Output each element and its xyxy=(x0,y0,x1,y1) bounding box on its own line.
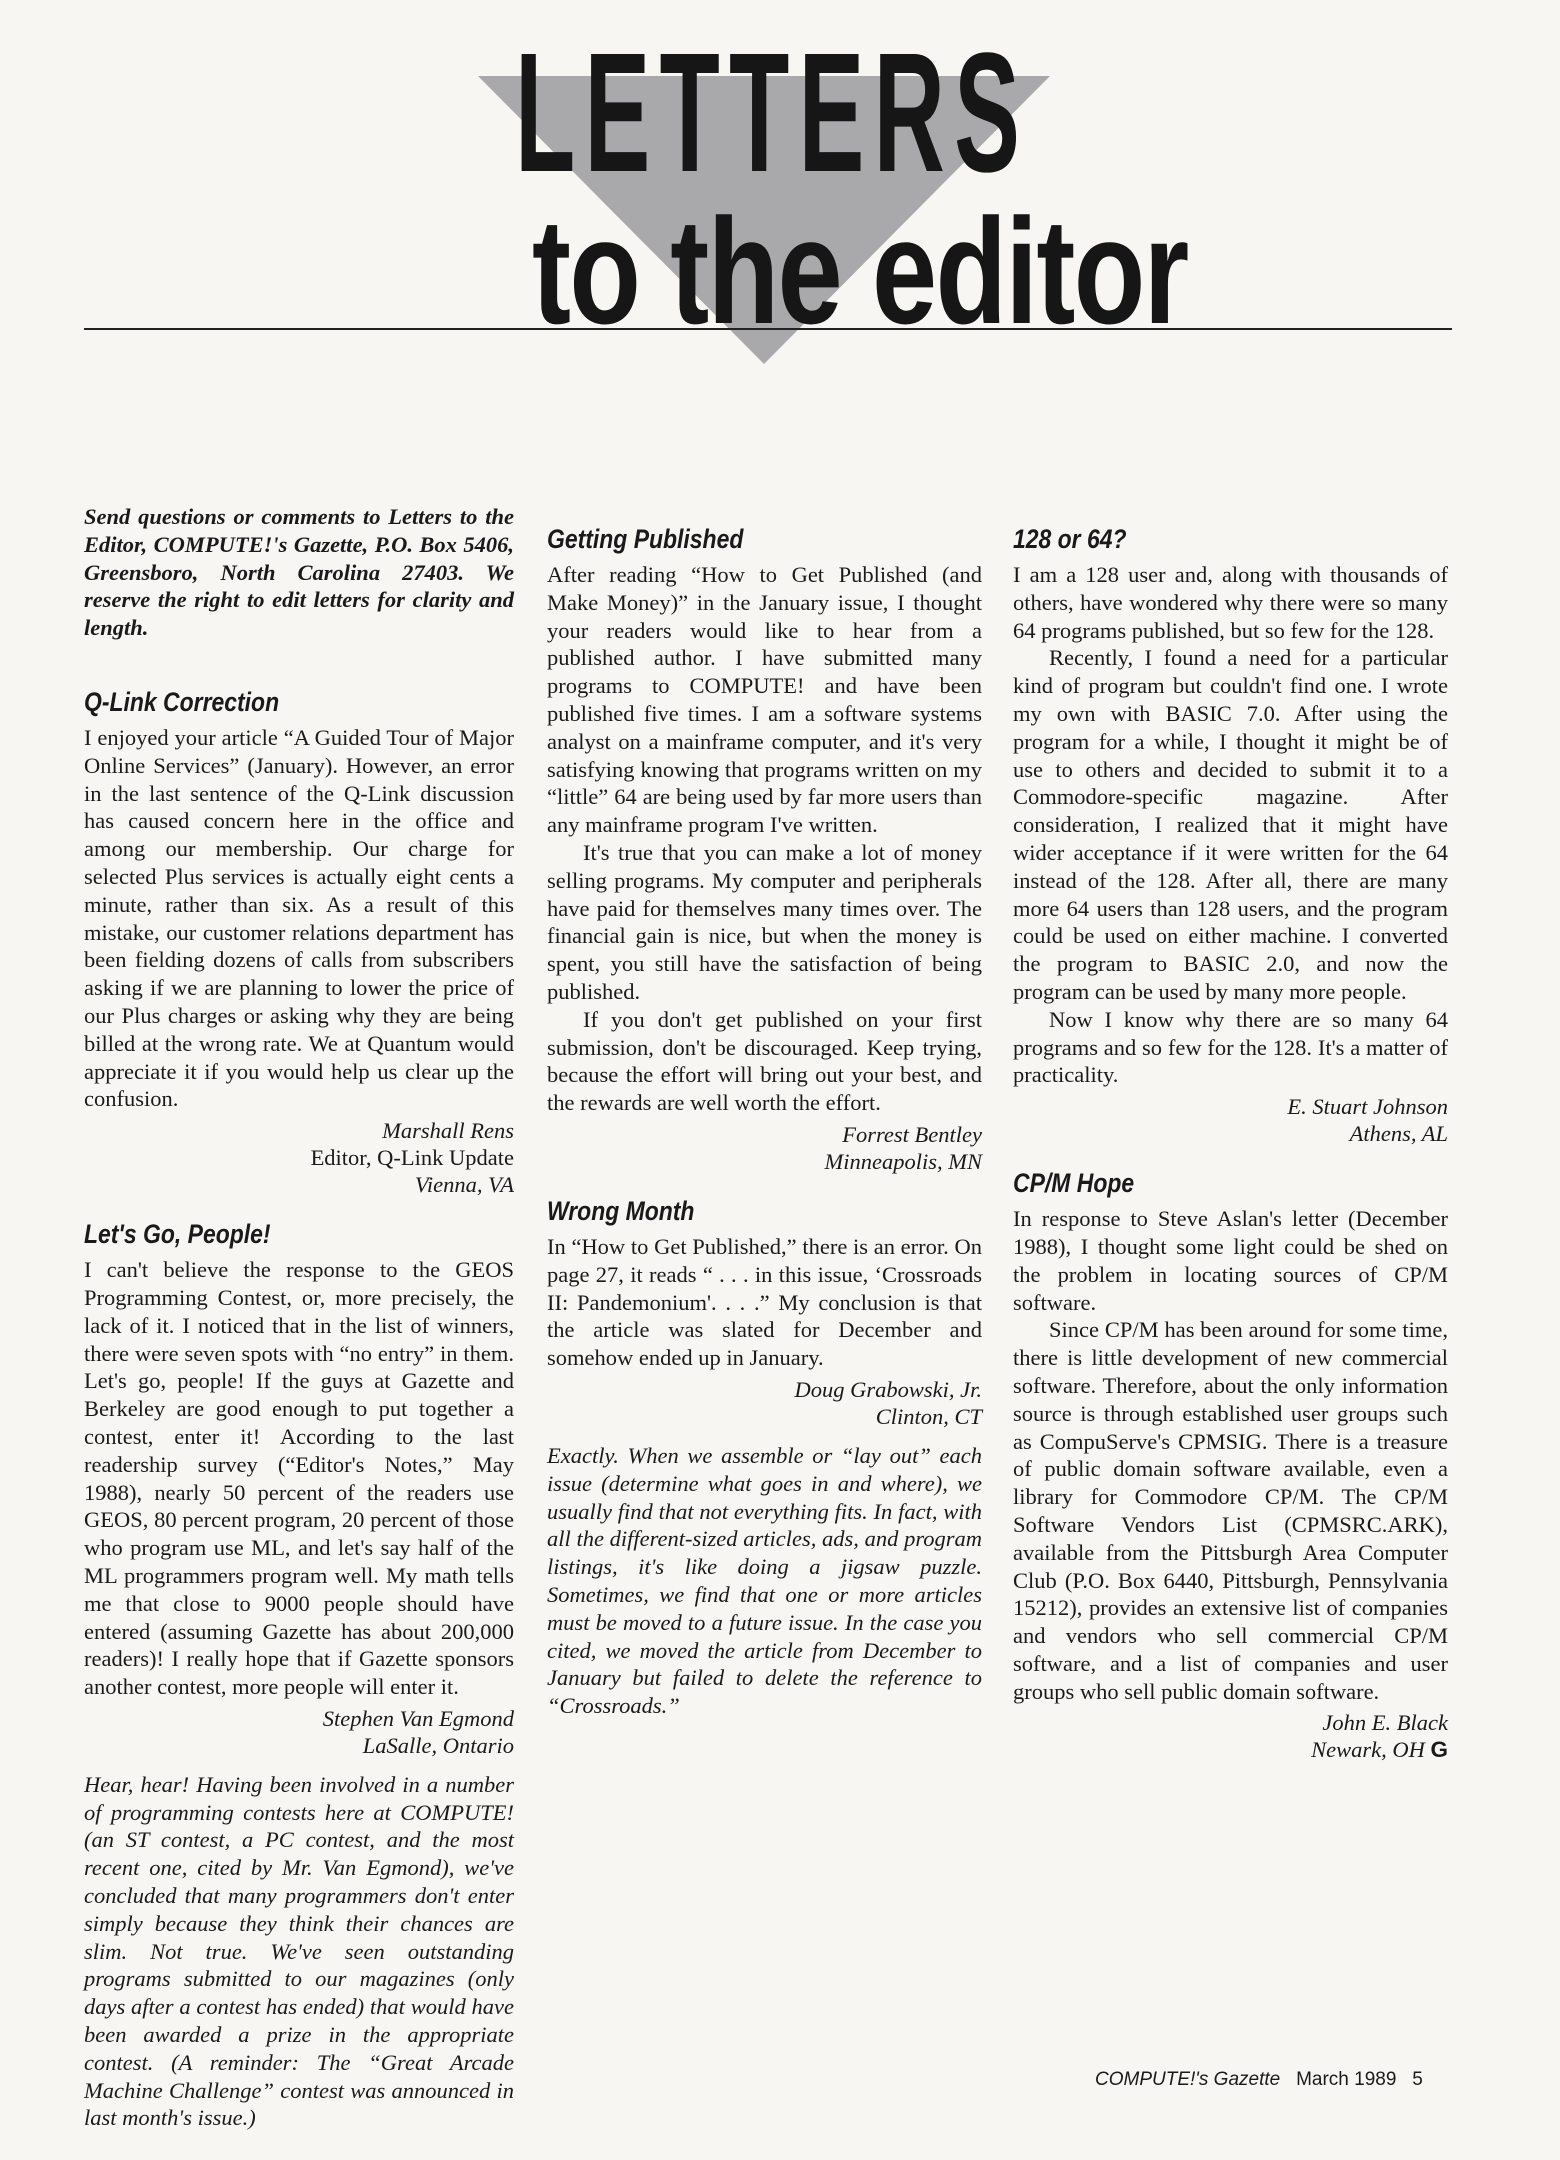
signature-name: E. Stuart Johnson xyxy=(1287,1094,1448,1120)
signature-place: Newark, OH xyxy=(1311,1737,1425,1763)
letter-heading: 128 or 64? xyxy=(1013,524,1127,554)
editor-reply: Exactly. When we assemble or “lay out” each issue (determine what goes in and where), we usually find that not everything fits. In fact, with all the different-sized articles, ads, and program listings, it's like doing a jigsaw puzzle. Sometimes, we find that one or more articles must be moved to a future issue. In the case you cited, we moved the article from December to January but failed to delete the reference to “Crossroads.” xyxy=(547,1442,982,1719)
column-1 xyxy=(84,503,514,2132)
letter-heading: CP/M Hope xyxy=(1013,1168,1135,1199)
letter-signature xyxy=(1013,1093,1448,1147)
letter-paragraph: It's true that you can make a lot of money selling programs. My computer and peripherals have paid for themselves many times over. The financial gain is nice, but when the money is spent, you still have the satisfaction of being published. xyxy=(547,839,982,1004)
signature-place: Clinton, CT xyxy=(875,1403,982,1429)
column-2 xyxy=(547,503,982,1720)
letter-signature xyxy=(547,1121,982,1175)
signature-title: Editor, Q-Link Update xyxy=(310,1145,514,1171)
page-number: 5 xyxy=(1412,2069,1423,2090)
letter-paragraph: Now I know why there are so many 64 programs and so few for the 128. It's a matter of practicality. xyxy=(1013,1006,1448,1088)
letter-heading: Wrong Month xyxy=(547,1195,695,1226)
letter-signature xyxy=(547,1376,982,1430)
letter-heading: Getting Published xyxy=(547,524,744,554)
signature-place-line xyxy=(1013,1736,1448,1763)
editor-reply: Hear, hear! Having been involved in a number of programming contests here at COMPUTE! (an ST contest, a PC contest, and the most recent one, cited by Mr. Van Egmond), we've concluded that many programmers don't enter simply because they think their chances are slim. Not true. We've seen outstanding programs submitted to our magazines (only days after a contest has ended) that would have been awarded a prize in the appropriate contest. (A reminder: The “Great Arcade Machine Challenge” contest was announced in last month's issue.) xyxy=(84,1771,514,2131)
letter-paragraph: I can't believe the response to the GEOS Programming Contest, or, more precisely, the lack of it. I noticed that in the list of winners, there were seven spots with “no entry” in them. Let's go, people! If the guys at Gazette and Berkeley are good enough to put together a contest, enter it! According to the last readership survey (“Editor's Notes,” May 1988), nearly 50 percent of the readers use GEOS, 80 percent program, 20 percent of those who program use ML, and let's say half of the ML programmers program well. My math tells me that close to 9000 people should have entered (assuming Gazette has about 200,000 readers)! I really hope that if Gazette sponsors another contest, more people will enter it. xyxy=(84,1257,514,1700)
page-footer xyxy=(1095,2069,1423,2091)
letter-paragraph: In “How to Get Published,” there is an error. On page 27, it reads “ . . . in this issue, ‘Crossroads II: Pandemonium'. . . .” My conclusion is that the article was slated for December and somehow ended up in January. xyxy=(547,1233,982,1371)
signature-place: Minneapolis, MN xyxy=(824,1148,982,1174)
letter-signature xyxy=(1013,1709,1448,1763)
letter-paragraph: If you don't get published on your first submission, don't be discouraged. Keep trying, because the effort will bring out your best, and the rewards are well worth the effort. xyxy=(547,1006,982,1116)
letter-heading: Q-Link Correction xyxy=(84,686,280,717)
masthead-title-to-the-editor: to the editor xyxy=(532,187,1188,355)
masthead-title-letters: LETTERS xyxy=(515,18,1030,208)
footer-magazine: COMPUTE!'s Gazette xyxy=(1095,2069,1281,2090)
footer-date: March 1989 xyxy=(1296,2069,1397,2090)
end-of-article-mark: G xyxy=(1430,1737,1448,1763)
letter-paragraph: I enjoyed your article “A Guided Tour of Major Online Services” (January). However, an error in the last sentence of the Q-Link discussion has caused concern here in the office and among our membership. Our charge for selected Plus services is actually eight cents a minute, rather than six. As a result of this mistake, our customer relations department has been fielding dozens of calls from subscribers asking if we are planning to lower the price of our Plus charges or asking why they are being billed at the wrong rate. We at Quantum would appreciate it if you would help us clear up the confusion. xyxy=(84,724,514,1112)
masthead xyxy=(0,0,1560,400)
letter-paragraph: Since CP/M has been around for some time, there is little development of new commercial software. Therefore, about the only information source is through established user groups such as CompuServe's CPMSIG. There is a treasure of public domain software available, even a library for Commodore CP/M. The CP/M Software Vendors List (CPMSRC.ARK), available from the Pittsburgh Area Computer Club (P.O. Box 6440, Pittsburgh, Pennsylvania 15212), provides an extensive list of companies and vendors who sell commercial CP/M software, and a list of companies and user groups who sell public domain software. xyxy=(1013,1317,1448,1704)
signature-name: Stephen Van Egmond xyxy=(322,1705,514,1731)
signature-name: Marshall Rens xyxy=(382,1118,514,1144)
intro-note: Send questions or comments to Letters to the Editor, COMPUTE!'s Gazette, P.O. Box 5406, Greensboro, North Carolina 27403. We reserve the right to edit letters for clarity and length. xyxy=(84,504,514,641)
signature-place: LaSalle, Ontario xyxy=(362,1732,514,1758)
signature-name: Doug Grabowski, Jr. xyxy=(794,1376,982,1402)
letter-paragraph: Recently, I found a need for a particular kind of program but couldn't find one. I wrote my own with BASIC 7.0. After using the program for a while, I thought it might be of use to others and decided to submit it to a Commodore-specific magazine. After consideration, I realized that it might have wider acceptance if it were written for the 64 instead of the 128. After all, there are many more 64 users than 128 users, and the program could be used on either machine. I converted the program to BASIC 2.0, and now the program can be used by many more people. xyxy=(1013,645,1448,1004)
signature-name: John E. Black xyxy=(1322,1710,1448,1736)
column-3 xyxy=(1013,503,1448,1763)
letter-paragraph: I am a 128 user and, along with thousands of others, have wondered why there were so many 64 programs published, but so few for the 128. xyxy=(1013,562,1448,643)
letter-heading: Let's Go, People! xyxy=(84,1219,271,1250)
signature-place: Athens, AL xyxy=(1349,1121,1448,1147)
letter-paragraph: In response to Steve Aslan's letter (December 1988), I thought some light could be shed on the problem in locating sources of CP/M software. xyxy=(1013,1206,1448,1315)
letter-signature xyxy=(84,1705,514,1759)
signature-place: Vienna, VA xyxy=(414,1172,514,1198)
signature-name: Forrest Bentley xyxy=(842,1121,982,1147)
letter-paragraph: After reading “How to Get Published (and Make Money)” in the January issue, I thought your readers would like to hear from a published author. I have submitted many programs to COMPUTE! and have been published five times. I am a software systems analyst on a mainframe computer, and it's very satisfying knowing that programs written on my “little” 64 are being used by far more users than any mainframe program I've written. xyxy=(547,562,982,838)
letter-signature xyxy=(84,1117,514,1198)
